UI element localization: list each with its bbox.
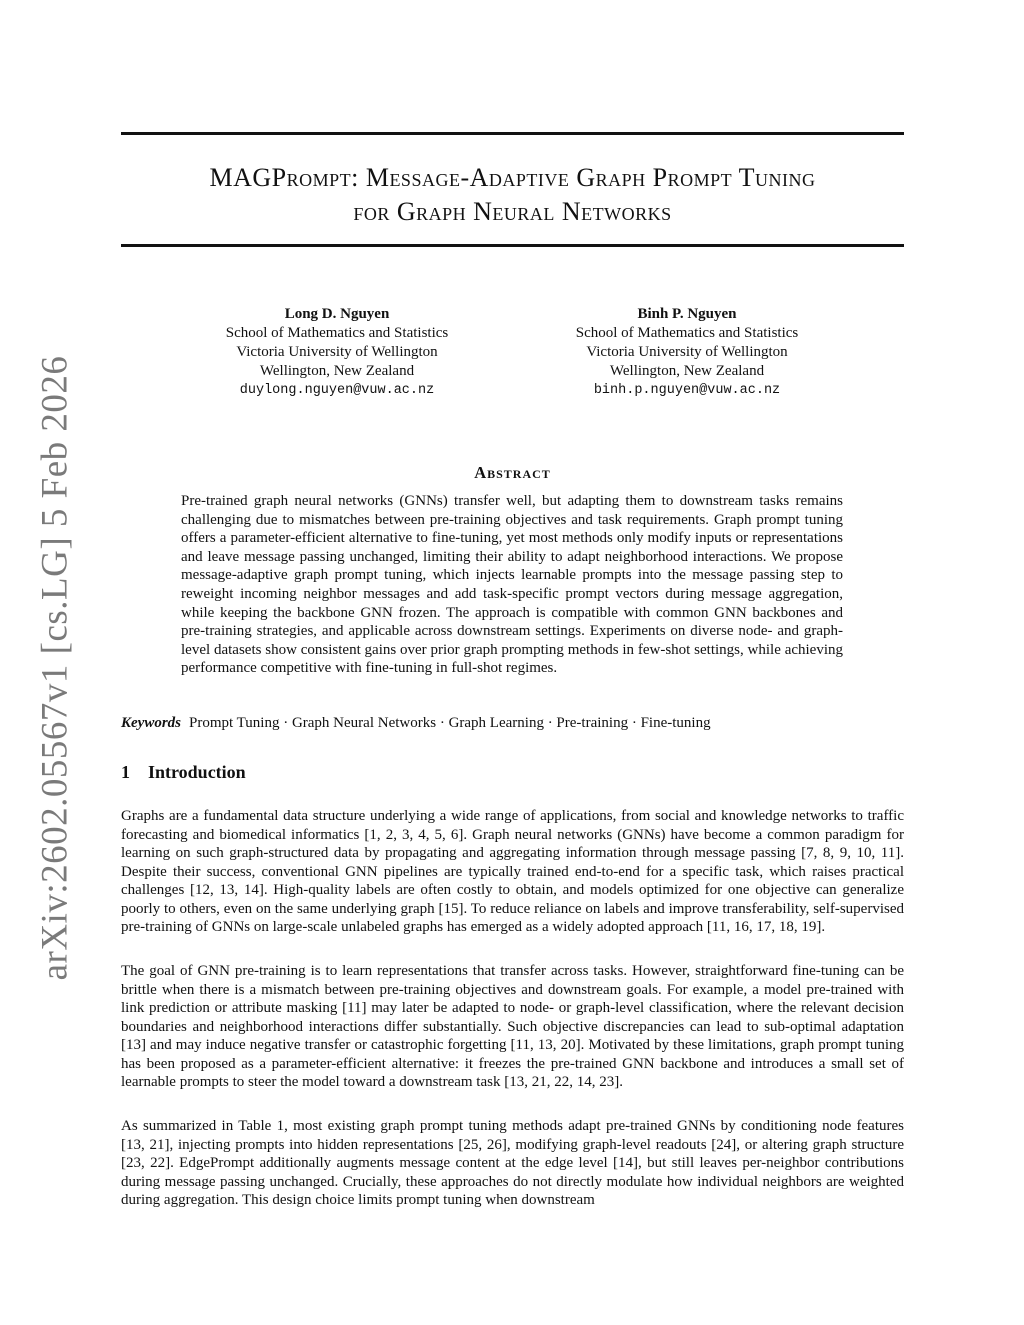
abstract-heading: Abstract bbox=[474, 463, 551, 482]
intro-paragraph-1: Graphs are a fundamental data structure underlying a wide range of applications, from social and knowledge networks to traffic forecasting and biomedical informatics [1, 2, 3, 4, 5, 6]. Graph neural networks (GNNs) have become a common paradigm for learning on such graph-structured data by propagating and aggregating information through message passing [7, 8, 9, 10, 11]. Despite their success, conventional GNN pipelines are typically trained end-to-end for a specific task, which raises practical challenges [12, 13, 14]. High-quality labels are often costly to obtain, and models optimized for one objective can generalize poorly to others, even on the same underlying graph [15]. To reduce reliance on labels and improve transferability, self-supervised pre-training of GNNs on large-scale unlabeled graphs has emerged as a widely adopted approach [11, 16, 17, 18, 19]. bbox=[121, 808, 904, 935]
paper-title bbox=[121, 161, 904, 229]
author-institution: Victoria University of Wellington bbox=[586, 344, 788, 360]
section-title: Introduction bbox=[148, 762, 246, 782]
section-number: 1 bbox=[121, 762, 130, 782]
author-name: Binh P. Nguyen bbox=[637, 306, 737, 322]
author-email: binh.p.nguyen@vuw.ac.nz bbox=[593, 383, 781, 398]
section-heading bbox=[121, 762, 246, 783]
author-institution: Victoria University of Wellington bbox=[236, 344, 438, 360]
keywords-text: Prompt Tuning · Graph Neural Networks · Graph Learning · Pre-training · Fine-tuning bbox=[189, 715, 711, 731]
intro-paragraph-3: As summarized in Table 1, most existing graph prompt tuning methods adapt pre-trained GNNs by conditioning node features [13, 21], injecting prompts into hidden representations [25, 26], modifying graph-level readouts [24], or altering graph structure [23, 22]. EdgePrompt additionally augments message content at the edge level [14], but still leaves per-neighbor contributions during message passing unchanged. Crucially, these approaches do not directly modulate how individual neighbors are weighted during aggregation. This design choice limits prompt tuning when downstream bbox=[121, 1118, 904, 1208]
author-affiliation: School of Mathematics and Statistics bbox=[225, 325, 449, 341]
arxiv-identifier: arXiv:2602.05567v1 [cs.LG] 5 Feb 2026 bbox=[34, 355, 76, 981]
author-block-1 bbox=[157, 305, 517, 400]
keywords-line bbox=[121, 714, 904, 733]
author-location: Wellington, New Zealand bbox=[259, 363, 415, 379]
author-name: Long D. Nguyen bbox=[284, 306, 390, 322]
author-block-2 bbox=[507, 305, 867, 400]
title-rule-bottom bbox=[121, 244, 904, 247]
title-line-1: MAGPrompt: Message-Adaptive Graph Prompt Tuning bbox=[209, 163, 816, 192]
author-location: Wellington, New Zealand bbox=[609, 363, 765, 379]
intro-paragraph-2: The goal of GNN pre-training is to learn representations that transfer across tasks. However, straightforward fine-tuning can be brittle when there is a mismatch between pre-training objectives and downstream goals. For example, a model pre-trained with link prediction or attribute masking [11] may later be adapted to node- or graph-level classification, where the relevant decision boundaries and neighborhood interactions differ substantially. Such objective discrepancies can lead to sub-optimal adaptation [13] and may induce negative transfer or catastrophic forgetting [11, 13, 20]. Motivated by these limitations, graph prompt tuning has been proposed as a parameter-efficient alternative: it freezes the pre-trained GNN backbone and introduces a small set of learnable prompts to steer the model toward a downstream task [13, 21, 22, 14, 23]. bbox=[121, 963, 904, 1090]
title-rule-top bbox=[121, 132, 904, 135]
author-email: duylong.nguyen@vuw.ac.nz bbox=[239, 383, 435, 398]
abstract-text: Pre-trained graph neural networks (GNNs) transfer well, but adapting them to downstream tasks remains challenging due to mismatches between pre-training objectives and task requirements. Graph prompt tuning offers a parameter-efficient alternative to fine-tuning, yet most methods only modify inputs or representations and leave message passing unchanged, limiting their ability to adapt neighborhood interactions. We propose message-adaptive graph prompt tuning, which injects learnable prompts into the message passing step to reweight incoming neighbor messages and add task-specific prompt vectors during message aggregation, while keeping the backbone GNN frozen. The approach is compatible with common GNN backbones and pre-training strategies, and applicable across downstream settings. Experiments on diverse node- and graph-level datasets show consistent gains over prior graph prompting methods in few-shot settings, while achieving performance competitive with fine-tuning in full-shot regimes. bbox=[181, 493, 843, 677]
keywords-label: Keywords bbox=[121, 715, 181, 731]
title-line-2: for Graph Neural Networks bbox=[353, 197, 672, 226]
author-affiliation: School of Mathematics and Statistics bbox=[575, 325, 799, 341]
